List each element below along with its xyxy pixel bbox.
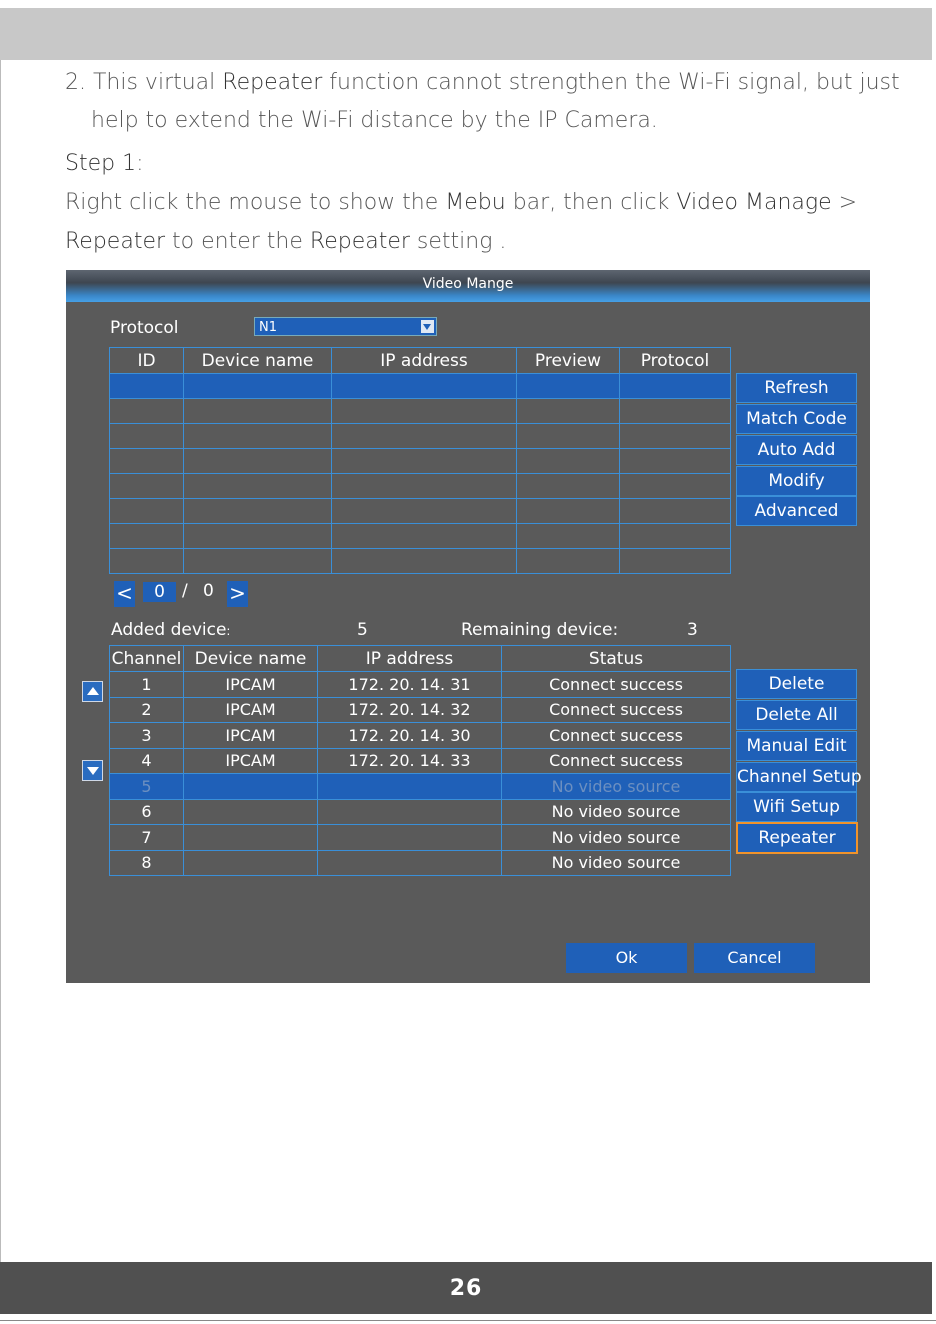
ip-address-cell: [318, 799, 502, 825]
table-row[interactable]: [110, 672, 731, 698]
table-row[interactable]: [110, 449, 731, 474]
table-row[interactable]: [110, 499, 731, 524]
table-header-row: [110, 646, 731, 672]
para-2-line-1: 2. This virtual Repeater function cannot strengthen the Wi-Fi signal, but just: [65, 70, 900, 95]
device-name-cell: IPCAM: [184, 723, 318, 749]
para-2-line-2: help to extend the Wi-Fi distance by the IP Camera.: [91, 108, 658, 133]
status-cell: Connect success: [502, 672, 731, 698]
repeater-button[interactable]: Repeater: [736, 822, 858, 854]
col-device-name: Device name: [184, 646, 318, 672]
device-name-cell: IPCAM: [184, 697, 318, 723]
dialog-title: Video Mange: [66, 270, 870, 302]
status-cell: Connect success: [502, 748, 731, 774]
current-page-field[interactable]: 0: [143, 582, 176, 602]
next-page-button[interactable]: >: [227, 581, 248, 607]
table-row[interactable]: [110, 399, 731, 424]
status-cell: Connect success: [502, 723, 731, 749]
ip-address-cell: 172. 20. 14. 30: [318, 723, 502, 749]
ip-address-cell: 172. 20. 14. 31: [318, 672, 502, 698]
device-name-cell: IPCAM: [184, 748, 318, 774]
status-cell: Connect success: [502, 697, 731, 723]
header-band: [0, 8, 932, 60]
protocol-value: N1: [259, 320, 277, 335]
total-pages: 0: [203, 581, 214, 601]
ok-button[interactable]: Ok: [566, 943, 687, 973]
table-row[interactable]: [110, 825, 731, 851]
match-code-button[interactable]: Match Code: [736, 404, 857, 434]
chevron-down-icon: [421, 320, 434, 333]
footer-rule: [0, 1320, 936, 1321]
channel-cell: 2: [110, 697, 184, 723]
table-row[interactable]: [110, 524, 731, 549]
manual-edit-button[interactable]: Manual Edit: [736, 731, 857, 761]
ip-address-cell: [318, 774, 502, 800]
remaining-device-count: 3: [687, 620, 698, 640]
channel-cell: 6: [110, 799, 184, 825]
video-manage-dialog: [66, 270, 870, 983]
col-ip-address: IP address: [332, 348, 517, 374]
table-row[interactable]: [110, 697, 731, 723]
status-cell: No video source: [502, 799, 731, 825]
col-status: Status: [502, 646, 731, 672]
prev-page-button[interactable]: <: [114, 581, 135, 607]
wifi-setup-button[interactable]: Wifi Setup: [736, 792, 857, 822]
modify-button[interactable]: Modify: [736, 466, 857, 496]
table-row[interactable]: [110, 850, 731, 876]
added-device-label: Added device:: [111, 620, 231, 640]
footer-band: [0, 1262, 932, 1314]
status-cell: No video source: [502, 850, 731, 876]
protocol-select[interactable]: [254, 317, 437, 336]
channel-table: [109, 645, 731, 876]
auto-add-button[interactable]: Auto Add: [736, 435, 857, 465]
device-name-cell: [184, 850, 318, 876]
col-device-name: Device name: [184, 348, 332, 374]
device-name-cell: [184, 799, 318, 825]
page-number: 26: [449, 1275, 483, 1301]
col-channel: Channel: [110, 646, 184, 672]
advanced-button[interactable]: Advanced: [736, 496, 857, 526]
delete-all-button[interactable]: Delete All: [736, 700, 857, 730]
scroll-down-icon[interactable]: [82, 760, 103, 781]
ip-address-cell: [318, 825, 502, 851]
table-row[interactable]: [110, 799, 731, 825]
table-row[interactable]: [110, 723, 731, 749]
ip-address-cell: 172. 20. 14. 32: [318, 697, 502, 723]
instruction-line-2: Repeater to enter the Repeater setting .: [65, 229, 507, 254]
step-heading: Step 1:: [65, 151, 144, 176]
remaining-device-label: Remaining device:: [461, 620, 619, 640]
page-separator: /: [182, 581, 188, 601]
table-row-selected[interactable]: [110, 774, 731, 800]
device-search-table: [109, 347, 731, 574]
col-preview: Preview: [517, 348, 620, 374]
scroll-up-icon[interactable]: [82, 681, 103, 702]
channel-cell: 3: [110, 723, 184, 749]
table-row[interactable]: [110, 748, 731, 774]
cancel-button[interactable]: Cancel: [694, 943, 815, 973]
ip-address-cell: 172. 20. 14. 33: [318, 748, 502, 774]
table-header-row: [110, 348, 731, 374]
instruction-line-1: Right click the mouse to show the Mebu bar, then click Video Manage >: [65, 190, 858, 215]
device-name-cell: IPCAM: [184, 672, 318, 698]
channel-cell: 4: [110, 748, 184, 774]
channel-cell: 8: [110, 850, 184, 876]
col-ip-address: IP address: [318, 646, 502, 672]
table-row[interactable]: [110, 474, 731, 499]
status-cell: No video source: [502, 774, 731, 800]
refresh-button[interactable]: Refresh: [736, 373, 857, 403]
channel-cell: 1: [110, 672, 184, 698]
table-row[interactable]: [110, 424, 731, 449]
channel-cell: 5: [110, 774, 184, 800]
channel-setup-button[interactable]: Channel Setup: [736, 762, 857, 792]
ip-address-cell: [318, 850, 502, 876]
added-device-count: 5: [357, 620, 368, 640]
table-row[interactable]: [110, 549, 731, 574]
status-cell: No video source: [502, 825, 731, 851]
col-protocol: Protocol: [620, 348, 731, 374]
device-name-cell: [184, 774, 318, 800]
table-row[interactable]: [110, 374, 731, 399]
channel-cell: 7: [110, 825, 184, 851]
col-id: ID: [110, 348, 184, 374]
protocol-label: Protocol: [110, 318, 179, 338]
delete-button[interactable]: Delete: [736, 669, 857, 699]
left-rule: [0, 60, 1, 1262]
device-name-cell: [184, 825, 318, 851]
